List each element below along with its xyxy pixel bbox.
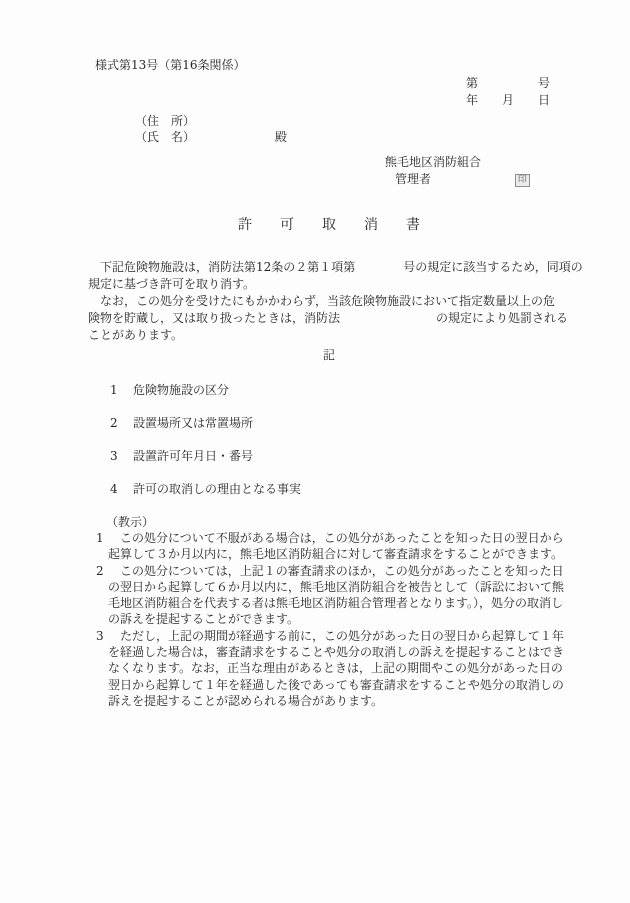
facts-item-number: 1	[110, 383, 118, 397]
kyoji-item-number: 2	[96, 563, 104, 578]
kyoji-item-line: 毛地区消防組合を代表する者は熊毛地区消防組合管理者となります。），処分の取消し	[108, 596, 564, 611]
kyoji-item-line: この処分については，上記１の審査請求のほか，この処分があったことを知った日	[120, 563, 564, 578]
document-number-line: 第 号	[465, 76, 550, 90]
kyoji-item-lines	[96, 563, 630, 628]
seal-mark: 印	[515, 174, 530, 187]
kyoji-item	[96, 563, 630, 628]
kyoji-item-lines	[96, 530, 630, 563]
document-date-line: 年 月 日	[465, 93, 550, 107]
issuer-manager-row	[395, 171, 630, 188]
kyoji-item-lines	[96, 628, 630, 709]
kyoji-items	[96, 530, 630, 709]
kyoji-item-line: 訴えを提起することが認められる場合があります。	[108, 693, 384, 708]
kyoji-item-line: の訴えを提起することができます。	[108, 612, 300, 627]
facts-item-number: 3	[110, 449, 118, 463]
facts-item-number: 2	[110, 416, 118, 430]
facts-list	[110, 382, 630, 497]
body-line: ことがあります。	[88, 328, 184, 342]
recipient-name-row	[135, 129, 630, 145]
recipient-name-label: （氏 名）	[135, 130, 196, 144]
facts-item-label: 設置許可年月日・番号	[133, 449, 254, 463]
body-paragraphs	[88, 259, 583, 344]
kyoji-item-line: この処分について不服がある場合は，この処分があったことを知った日の翌日から	[120, 531, 564, 545]
kyoji-item-line: 翌日から起算して１年を経過した後であっても審査請求をすることや処分の取消しの	[108, 677, 564, 692]
body-line: 険物を貯蔵し，又は取り扱ったときは，消防法 の規定により処罰される	[88, 311, 569, 325]
recipient-block	[135, 113, 630, 145]
kyoji-item	[96, 628, 630, 709]
kyoji-item-line: なくなります。なお，正当な理由があるときは，上記の期間やこの処分があった日の	[108, 661, 563, 676]
kyoji-item-line: を経過した場合は，審査請求をすることや処分の取消しの訴えを提起することはでき	[108, 645, 565, 660]
body-line: なお，この処分を受けたにもかかわらず，当該危険物施設において指定数量以上の危	[88, 294, 556, 308]
kyoji-section	[96, 514, 630, 709]
ki-label: 記	[322, 348, 335, 362]
body-line: 規定に基づき許可を取り消す。	[88, 277, 256, 291]
kyoji-item-number: 1	[96, 531, 104, 545]
facts-list-item	[110, 382, 630, 398]
facts-list-item	[110, 481, 630, 497]
body-line: 下記危険物施設は，消防法第12条の２第１項第 号の規定に該当するため，同項の	[88, 260, 583, 274]
recipient-address-label: （住 所）	[135, 114, 196, 128]
kyoji-item	[96, 530, 630, 563]
issuer-organization: 熊毛地区消防組合	[385, 155, 482, 169]
issuer-block	[385, 154, 630, 188]
recipient-honorific: 殿	[274, 130, 287, 144]
facts-item-label: 許可の取消しの理由となる事実	[133, 482, 302, 496]
kyoji-item-line: ただし，上記の期間が経過する前に，この処分があった日の翌日から起算して１年	[120, 628, 564, 643]
facts-list-item	[110, 415, 630, 431]
facts-item-number: 4	[110, 482, 118, 496]
kyoji-item-line: 起算して３か月以内に，熊毛地区消防組合に対して審査請求をすることができます。	[108, 547, 564, 562]
kyoji-item-number: 3	[96, 628, 104, 643]
facts-item-label: 危険物施設の区分	[133, 383, 230, 397]
facts-list-item	[110, 448, 630, 464]
kyoji-heading: （教示）	[106, 515, 155, 529]
form-number: 様式第13号（第16条関係）	[95, 58, 246, 72]
facts-item-label: 設置場所又は常置場所	[133, 416, 254, 430]
issuer-manager-title: 管理者	[395, 172, 432, 186]
kyoji-item-line: の翌日から起算して６か月以内に，熊毛地区消防組合を被告として（訴訟において熊	[108, 579, 565, 594]
document-title: 許 可 取 消 書	[238, 217, 420, 233]
reference-block	[0, 75, 550, 109]
